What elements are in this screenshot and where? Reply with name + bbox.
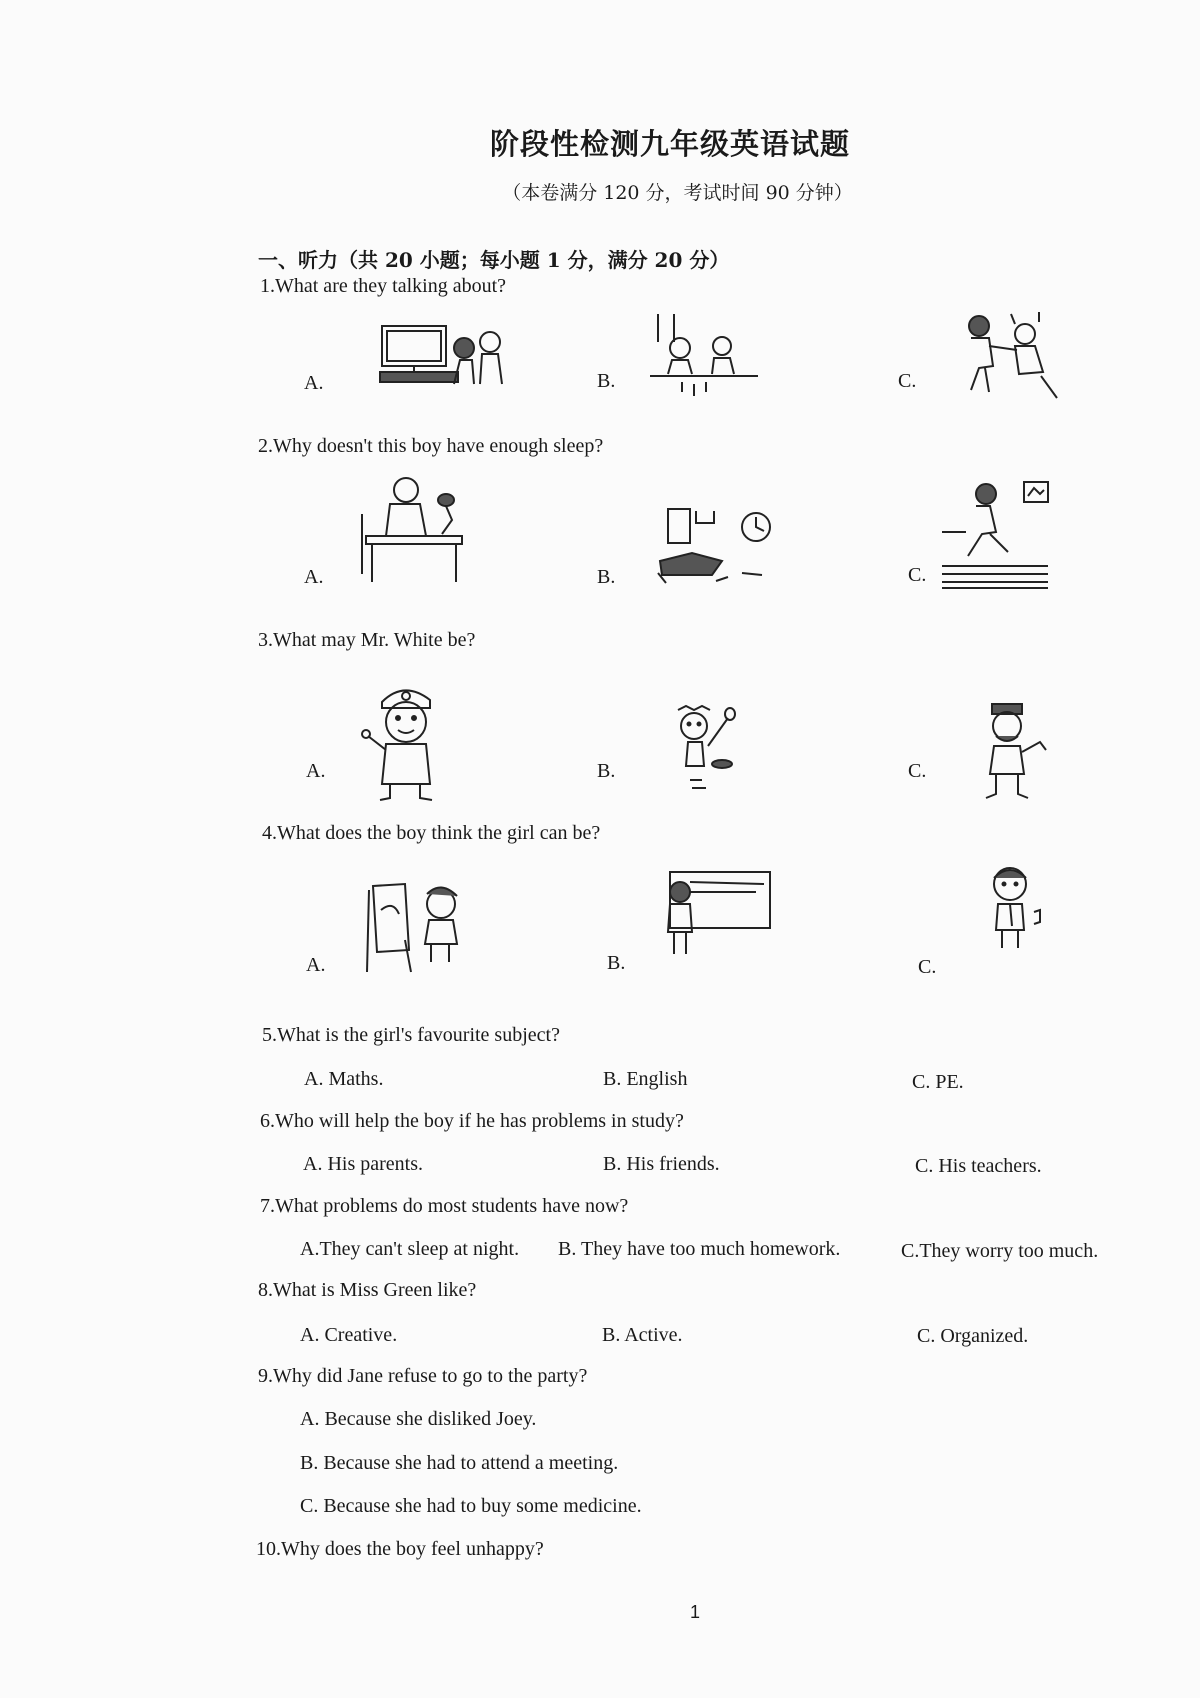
question-9-stem: 9.Why did Jane refuse to go to the party?: [258, 1365, 588, 1387]
q1-option-b-letter: B.: [597, 370, 616, 392]
q7-option-c: C.They worry too much.: [901, 1240, 1099, 1262]
question-6-stem: 6.Who will help the boy if he has problems in study?: [260, 1110, 684, 1132]
exam-title: 阶段性检测九年级英语试题: [489, 127, 850, 161]
q9-option-b: B. Because she had to attend a meeting.: [300, 1452, 619, 1474]
q9-option-a: A. Because she disliked Joey.: [300, 1408, 537, 1430]
exam-subtitle: （本卷满分 120 分，考试时间 90 分钟）: [502, 182, 853, 204]
q8-option-b: B. Active.: [602, 1324, 683, 1346]
q7-option-b: B. They have too much homework.: [558, 1238, 841, 1260]
q1-picture-b-discussion: [648, 312, 760, 397]
q8-option-a: A. Creative.: [300, 1324, 398, 1346]
question-10-stem: 10.Why does the boy feel unhappy?: [256, 1538, 544, 1560]
q3-option-a-letter: A.: [306, 760, 326, 782]
q3-picture-b-cook: [672, 704, 744, 796]
q2-picture-b-clock-bedroom: [652, 505, 772, 587]
q1-option-c-letter: C.: [898, 370, 917, 392]
q2-option-b-letter: B.: [597, 566, 616, 588]
q4-option-c-letter: C.: [918, 956, 937, 978]
q5-option-b: B. English: [603, 1068, 688, 1090]
question-5-stem: 5.What is the girl's favourite subject?: [262, 1024, 560, 1046]
q2-picture-a-studying-late: [360, 474, 472, 586]
page-number: 1: [689, 1602, 700, 1622]
q4-option-b-letter: B.: [607, 952, 626, 974]
q6-option-b: B. His friends.: [603, 1153, 720, 1175]
q3-picture-c-worker: [966, 702, 1056, 802]
question-2-stem: 2.Why doesn't this boy have enough sleep?: [258, 435, 604, 457]
section-heading-listening: 一、听力（共 20 小题；每小题 1 分，满分 20 分）: [258, 248, 730, 272]
question-4-stem: 4.What does the boy think the girl can be?: [262, 822, 601, 844]
q2-option-a-letter: A.: [304, 566, 324, 588]
q4-picture-b-teacher-blackboard: [660, 870, 772, 962]
q4-option-a-letter: A.: [306, 954, 326, 976]
q5-option-a: A. Maths.: [304, 1068, 384, 1090]
question-3-stem: 3.What may Mr. White be?: [258, 629, 476, 651]
q7-option-a: A.They can't sleep at night.: [300, 1238, 520, 1260]
q1-picture-a-computer: [378, 320, 513, 392]
q6-option-c: C. His teachers.: [915, 1155, 1042, 1177]
q4-picture-c-singer: [980, 864, 1052, 964]
q2-option-c-letter: C.: [908, 564, 927, 586]
q1-option-a-letter: A.: [304, 372, 324, 394]
question-1-stem: 1.What are they talking about?: [260, 275, 507, 297]
q3-option-c-letter: C.: [908, 760, 927, 782]
q4-picture-a-painter: [365, 880, 475, 975]
q2-picture-c-running-stairs: [940, 480, 1052, 592]
q6-option-a: A. His parents.: [303, 1153, 423, 1175]
q8-option-c: C. Organized.: [917, 1325, 1029, 1347]
question-7-stem: 7.What problems do most students have now?: [260, 1195, 629, 1217]
question-8-stem: 8.What is Miss Green like?: [258, 1279, 477, 1301]
q9-option-c: C. Because she had to buy some medicine.: [300, 1495, 642, 1517]
q1-picture-c-arguing: [953, 310, 1065, 405]
q5-option-c: C. PE.: [912, 1071, 964, 1093]
q3-picture-a-doctor: [360, 680, 452, 804]
q3-option-b-letter: B.: [597, 760, 616, 782]
